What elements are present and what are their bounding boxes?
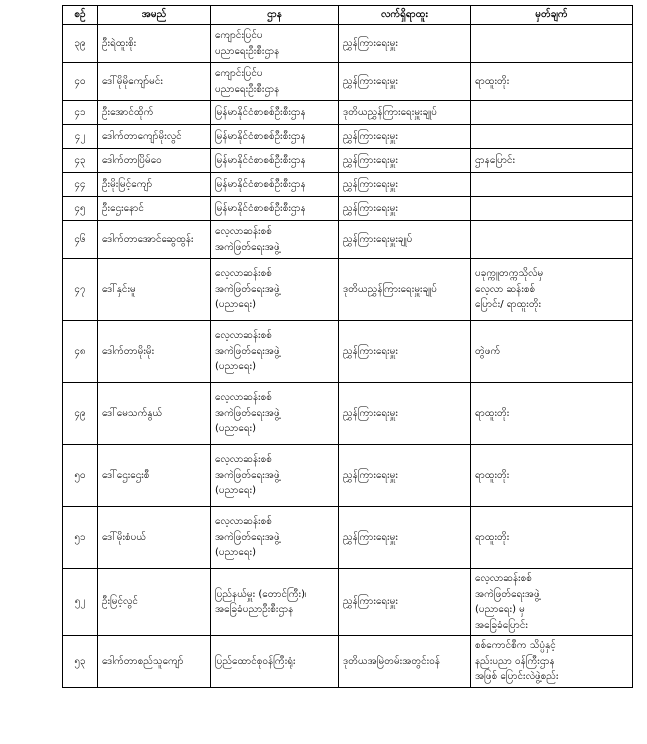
- row-number: ၄၈: [63, 321, 98, 383]
- remark-line: ပခုက္ကူတက္ကသိုလ်မှ: [475, 268, 544, 280]
- row-number: ၅၃: [63, 636, 98, 688]
- staff-table: [62, 5, 633, 688]
- current-position: ညွှန်ကြားရေးမှူး: [339, 173, 471, 197]
- department: [211, 221, 339, 259]
- remark-line: အကဲဖြတ်ရေးအဖွဲ့: [475, 588, 540, 600]
- department: [211, 63, 339, 101]
- table-row: [63, 63, 633, 101]
- current-position: ညွှန်ကြားရေးမှူး: [339, 125, 471, 149]
- current-position: ညွှန်ကြားရေးမှူး: [339, 507, 471, 569]
- row-number: ၄၄: [63, 173, 98, 197]
- current-position: ညွှန်ကြားရေးမှူး: [339, 197, 471, 221]
- person-name: ဒေါက်တာမိုးမိုး: [98, 321, 211, 383]
- person-name: ဒေါ်မိုးစံပယ်: [98, 507, 211, 569]
- table-row: [63, 221, 633, 259]
- person-name: ဦးဌေးနောင်: [98, 197, 211, 221]
- department-line: လေ့လာဆန်းစစ်: [215, 268, 272, 280]
- department: [211, 259, 339, 321]
- department: [211, 101, 339, 125]
- current-position: ညွှန်ကြားရေးမှူး: [339, 445, 471, 507]
- row-number: ၄၂: [63, 125, 98, 149]
- department: [211, 321, 339, 383]
- department-line: ပညာရေးဦးစီးဌာန: [215, 45, 280, 57]
- remark-line: စစ်ကောင်စီက သိပ္ပံနှင့်: [475, 640, 556, 652]
- remark-line: (ပညာရေး) မှ: [475, 604, 525, 615]
- table-row: [63, 636, 633, 688]
- person-name: ဒေါက်တာပြိမ်ဝေ: [98, 149, 211, 173]
- row-number: ၄၉: [63, 383, 98, 445]
- department-line: အကဲဖြတ်ရေးအဖွဲ့: [215, 469, 280, 481]
- person-name: ဒေါက်တာအောင်ဆွေထွန်း: [98, 221, 211, 259]
- remark-line: ရာထူးတိုး: [475, 75, 510, 87]
- person-name: ဦးမြင့်လွင်: [98, 569, 211, 636]
- row-number: ၄၅: [63, 197, 98, 221]
- department-line: (ပညာရေး): [215, 485, 256, 497]
- department-line: ကျောင်းပြင်ပ: [215, 30, 263, 41]
- department-line: လေ့လာဆန်းစစ်: [215, 392, 272, 404]
- table-row: [63, 197, 633, 221]
- department-line: လေ့လာဆန်းစစ်: [215, 454, 272, 466]
- department-line: အကဲဖြတ်ရေးအဖွဲ့: [215, 241, 280, 253]
- remark-line: ပြောင်း/ ရာထူးတိုး: [475, 299, 542, 311]
- table-row: [63, 173, 633, 197]
- department: [211, 173, 339, 197]
- remark-line: တွဲဖက်: [475, 345, 501, 357]
- current-position: ညွှန်ကြားရေးမှူး: [339, 149, 471, 173]
- header-row: [63, 6, 633, 25]
- table-row: [63, 445, 633, 507]
- row-number: ၅၂: [63, 569, 98, 636]
- person-name: ဒေါ်ဌေးဌေးစီ: [98, 445, 211, 507]
- row-number: ၄၃: [63, 149, 98, 173]
- remark: [471, 197, 633, 221]
- table-body: [63, 25, 633, 688]
- remark-line: လေ့လာဆန်းစစ်: [475, 573, 532, 584]
- table-row: [63, 259, 633, 321]
- department-line: မြန်မာနိုင်ငံစာစစ်ဦးစီးဌာန: [215, 106, 306, 118]
- remark-line: ရာထူးတိုး: [475, 407, 510, 419]
- remark-line: ဌာနပြောင်း: [475, 154, 516, 166]
- row-number: ၄၁: [63, 101, 98, 125]
- remark: [471, 259, 633, 321]
- person-name: ဒေါက်တာစည်သူကျော်: [98, 636, 211, 688]
- row-number: ၃၉: [63, 25, 98, 63]
- current-position: ညွှန်ကြားရေးမှူး: [339, 569, 471, 636]
- remark: [471, 173, 633, 197]
- department-line: မြန်မာနိုင်ငံစာစစ်ဦးစီးဌာန: [215, 130, 306, 142]
- remark-line: ရာထူးတိုး: [475, 531, 510, 543]
- person-name: ဦးအောင်ထိုက်: [98, 101, 211, 125]
- department-line: အကဲဖြတ်ရေးအဖွဲ့: [215, 531, 280, 543]
- remark: [471, 221, 633, 259]
- department-line: အကဲဖြတ်ရေးအဖွဲ့: [215, 407, 280, 419]
- remark: [471, 63, 633, 101]
- header-name: အမည်: [98, 6, 211, 25]
- current-position: ညွှန်ကြားရေးမှူး: [339, 63, 471, 101]
- table-row: [63, 321, 633, 383]
- current-position: ဒုတိယညွှန်ကြားရေးမှူးချုပ်: [339, 259, 471, 321]
- department-line: မြန်မာနိုင်ငံစာစစ်ဦးစီးဌာန: [215, 154, 306, 166]
- remark: [471, 149, 633, 173]
- person-name: ဦးရဲထူးစိုး: [98, 25, 211, 63]
- remark-line: အခြေခံပြောင်း: [475, 619, 528, 631]
- current-position: ညွှန်ကြားရေးမှူးချုပ်: [339, 221, 471, 259]
- department-line: လေ့လာဆန်းစစ်: [215, 516, 272, 528]
- department: [211, 149, 339, 173]
- remark: [471, 321, 633, 383]
- table-row: [63, 149, 633, 173]
- department-line: (ပညာရေး): [215, 299, 256, 311]
- department: [211, 507, 339, 569]
- department: [211, 125, 339, 149]
- department: [211, 636, 339, 688]
- header-dept: ဌာန: [211, 6, 339, 25]
- table-row: [63, 507, 633, 569]
- remark-line: အဖြစ် ပြောင်းလဲဖွဲ့စည်း: [475, 671, 559, 683]
- department-line: ပြည်ထောင်စုဝန်ကြီးရုံး: [215, 655, 296, 667]
- department: [211, 25, 339, 63]
- remark: [471, 383, 633, 445]
- department-line: လေ့လာဆန်းစစ်: [215, 226, 272, 237]
- department: [211, 445, 339, 507]
- person-name: ဦးမိုးမြင့်ကျော်: [98, 173, 211, 197]
- table-row: [63, 125, 633, 149]
- header-no: စဉ်: [63, 6, 98, 25]
- remark: [471, 445, 633, 507]
- department-line: (ပညာရေး): [215, 423, 256, 435]
- department-line: အကဲဖြတ်ရေးအဖွဲ့: [215, 345, 280, 357]
- remark: [471, 636, 633, 688]
- department-line: မြန်မာနိုင်ငံစာစစ်ဦးစီးဌာန: [215, 178, 306, 190]
- current-position: ညွှန်ကြားရေးမှူး: [339, 25, 471, 63]
- table-row: [63, 383, 633, 445]
- department-line: ကျောင်းပြင်ပ: [215, 68, 263, 79]
- department-line: အကဲဖြတ်ရေးအဖွဲ့: [215, 283, 280, 295]
- department-line: မြန်မာနိုင်ငံစာစစ်ဦးစီးဌာန: [215, 202, 306, 214]
- remark-line: လေ့လာ ဆန်းစစ်: [475, 283, 536, 295]
- department-line: အခြေခံပညာဦးစီးဌာန: [215, 604, 294, 615]
- remark: [471, 101, 633, 125]
- current-position: ဒုတိယညွှန်ကြားရေးမှူးချုပ်: [339, 101, 471, 125]
- department: [211, 569, 339, 636]
- department-line: (ပညာရေး): [215, 361, 256, 373]
- row-number: ၄၇: [63, 259, 98, 321]
- row-number: ၅၀: [63, 445, 98, 507]
- person-name: ဒေါက်တာကျော်မိုးလွင်: [98, 125, 211, 149]
- department-line: လေ့လာဆန်းစစ်: [215, 330, 272, 342]
- current-position: ညွှန်ကြားရေးမှူး: [339, 383, 471, 445]
- department-line: ပြည်နယ်မှူး (တောင်ကြီး)၊: [215, 588, 307, 600]
- person-name: ဒေါ်နှင်းမူ: [98, 259, 211, 321]
- row-number: ၄၀: [63, 63, 98, 101]
- person-name: ဒေါ်မေသက်နွယ်: [98, 383, 211, 445]
- department: [211, 383, 339, 445]
- remark: [471, 507, 633, 569]
- table-row: [63, 25, 633, 63]
- remark-line: ရာထူးတိုး: [475, 469, 510, 481]
- remark-line: နည်းပညာ ဝန်ကြီးဌာန: [475, 655, 555, 667]
- remark: [471, 569, 633, 636]
- row-number: ၄၆: [63, 221, 98, 259]
- remark: [471, 125, 633, 149]
- department-line: (ပညာရေး): [215, 547, 256, 559]
- header-position: လက်ရှိရာထူး: [339, 6, 471, 25]
- header-remark: မှတ်ချက်: [471, 6, 633, 25]
- table-row: [63, 569, 633, 636]
- department: [211, 197, 339, 221]
- remark: [471, 25, 633, 63]
- table-row: [63, 101, 633, 125]
- person-name: ဒေါ်မိုမိုကျော်မင်း: [98, 63, 211, 101]
- current-position: ဒုတိယအမြဲတမ်းအတွင်းဝန်: [339, 636, 471, 688]
- row-number: ၅၁: [63, 507, 98, 569]
- current-position: ညွှန်ကြားရေးမှူး: [339, 321, 471, 383]
- department-line: ပညာရေးဦးစီးဌာန: [215, 83, 280, 95]
